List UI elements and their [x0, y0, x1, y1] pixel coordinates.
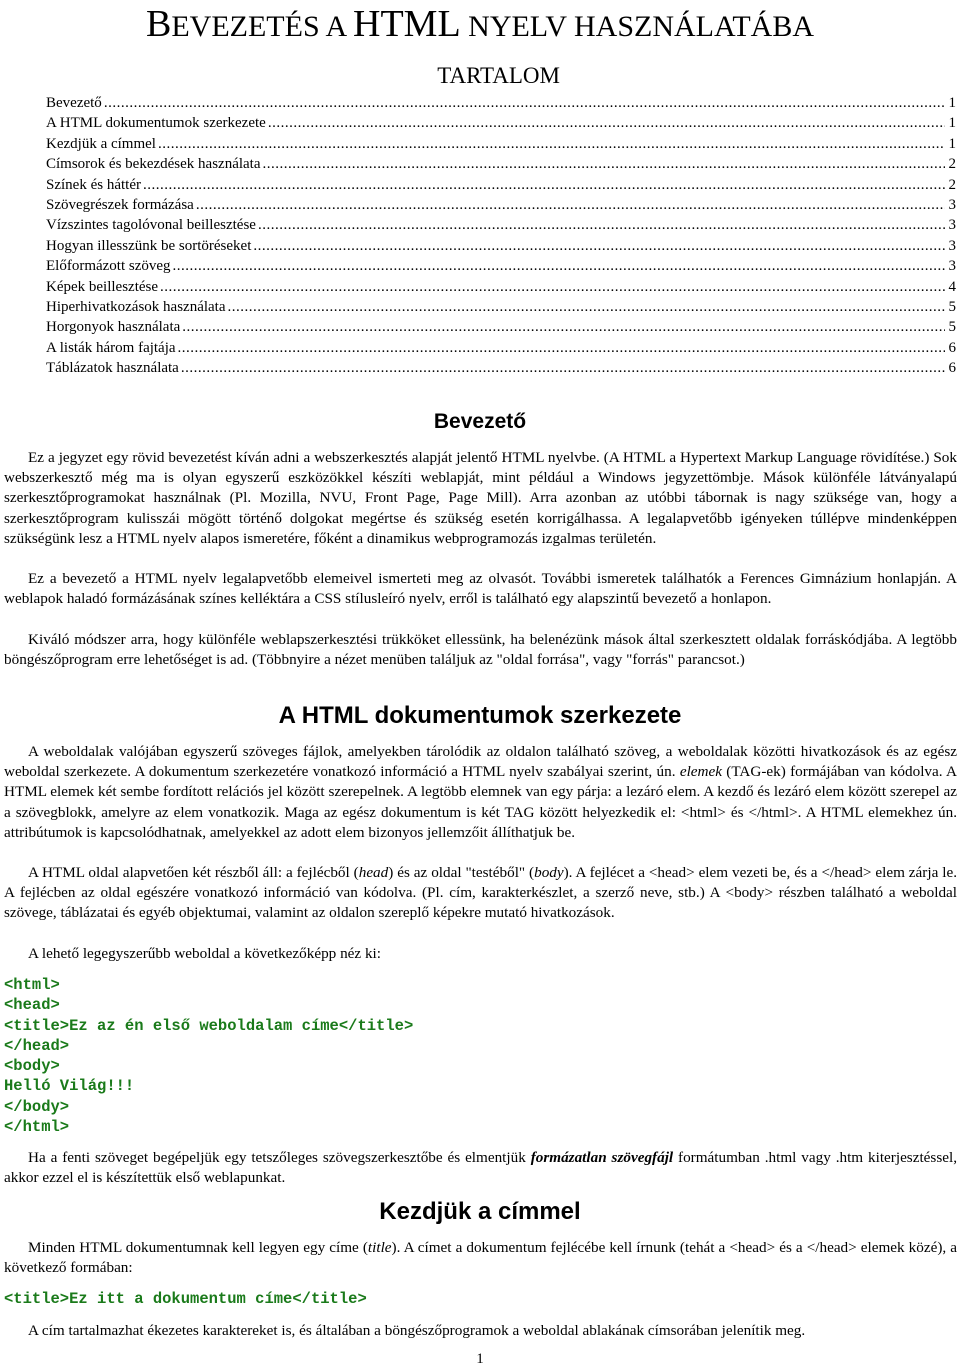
toc-entry-page: 3 — [948, 217, 956, 234]
toc-entry[interactable] — [46, 358, 956, 378]
toc-entry[interactable] — [46, 256, 956, 276]
toc-leader-dots — [228, 297, 945, 317]
title-html: HTML — [353, 3, 461, 45]
paragraph — [4, 863, 957, 924]
toc-entry-page: 5 — [948, 319, 956, 336]
toc-entry-label: Címsorok és bekezdések használata — [46, 156, 261, 173]
toc-entry-page: 1 — [948, 95, 956, 111]
toc-entry-label: Bevezető — [46, 95, 102, 111]
strong-emphasis: formázatlan szövegfájl — [530, 1149, 674, 1166]
paragraph: A lehető legegyszerűbb weboldal a következőképp néz ki: — [28, 945, 381, 962]
paragraph — [4, 1238, 957, 1278]
paragraph: Ez a jegyzet egy rövid bevezetést kíván adni a webszerkesztés alapját jelentő HTML nyelvbe. (A HTML a Hypertext Markup Language rövidítése.) Sok webszerkesztő még ma is olyan egyszerű eszközökkel készíti weblapját, mint például a Windows jegyzettömbje. Mások különféle látványalapú szerkesztőprogramokat használnak (Pl. Mozilla, NVU, Front Page, Page Mill). Arra azonban az utóbbi tábornak is nagy szüksége van, hogy a szerkesztőprogram kulisszái mögött történő dolgokat megértse és szükség esetén korrigálhassa. A legalapvetőbb igényeken túllépve mindenképpen szükségünk lesz a HTML nyelv alapos ismeretére, főként a dinamikus webprogramozás izgalmas területén. — [4, 449, 957, 547]
toc-entry-page: 3 — [948, 258, 956, 275]
toc-leader-dots — [253, 236, 944, 256]
toc-entry[interactable] — [46, 297, 956, 317]
text-run: ). A fejlécet a <head> elem vezeti be, és a </head> elem zárja le. A fejlécben az oldal egészére vonatkozó információ van kódolva. (Pl. cím, karakterkészlet, a szerző neve, stb.) A <body> részben található a weboldal szövege, táblázatai és egyéb objektumai, valamint az oldalon szereplő képekre mutató hivatkozások. — [4, 864, 957, 922]
toc-leader-dots — [196, 195, 945, 215]
toc-entry[interactable] — [46, 338, 956, 358]
toc-entry[interactable] — [46, 195, 956, 215]
paragraph: Kiváló módszer arra, hogy különféle weblapszerkesztési trükköket ellessünk, ha belenézünk mások által szerkesztett oldalak forráskódjába. A legtöbb böngészőprogram erre lehetőséget is ad. (Többnyire a nézet menüben találjuk az "oldal forrása", vagy "forrás" parancsot.) — [4, 631, 957, 669]
table-of-contents — [46, 93, 956, 378]
text-run: A HTML oldal alapvetően két részből áll: a fejlécből ( — [28, 864, 359, 881]
toc-entry-label: Képek beillesztése — [46, 278, 159, 295]
toc-leader-dots — [178, 338, 945, 358]
toc-leader-dots — [181, 358, 945, 378]
toc-entry-page: 6 — [948, 339, 956, 356]
toc-entry-page: 6 — [948, 360, 956, 377]
text-run: ) és az oldal "testéből" ( — [388, 864, 535, 881]
text-run: Ha a fenti szöveget begépeljük egy tetszőleges szövegszerkesztőbe és elmentjük — [28, 1149, 531, 1166]
section-heading-kezdjuk: Kezdjük a címmel — [379, 1198, 581, 1225]
toc-leader-dots — [104, 93, 945, 113]
paragraph: A cím tartalmazhat ékezetes karaktereket is, és általában a böngészőprogramok a weboldal ablakának címsorában jelenítik meg. — [28, 1322, 806, 1339]
toc-entry-page: 4 — [948, 278, 956, 295]
toc-entry[interactable] — [46, 93, 956, 113]
toc-entry-page: 1 — [948, 135, 956, 152]
toc-leader-dots — [173, 256, 945, 276]
toc-entry-label: Hiperhivatkozások használata — [46, 298, 226, 315]
toc-entry-label: Kezdjük a címmel — [46, 135, 156, 152]
toc-entry-page: 2 — [948, 156, 956, 173]
code-line: <title>Ez itt a dokumentum címe</title> — [4, 1290, 367, 1308]
toc-entry[interactable] — [46, 277, 956, 297]
toc-entry[interactable] — [46, 317, 956, 337]
document-title — [0, 2, 960, 46]
toc-entry-page: 3 — [948, 196, 956, 213]
toc-entry-label: Előformázott szöveg — [46, 258, 171, 275]
toc-entry-label: Szövegrészek formázása — [46, 196, 194, 213]
emphasis: title — [367, 1239, 392, 1256]
text-run: (TAG-ek) formájában van kódolva. A HTML elemek két sembe fordított relációs jel között szerepelnek. A legtöbb elemnek van egy párja: a lezáró elem. A kezdő és lezáró elem között szerepel az a szövegblokk, amelyre az elem vonatkozik. Maga az egész dokumentum is két TAG között helyezkedik el: <html> és </html>. A HTML elemekhez ún. attribútumok is kapcsolódhatnak, amelyekkel az adott elem bizonyos jellemzőit állíthatjuk be. — [4, 763, 957, 841]
toc-entry-label: Vízszintes tagolóvonal beillesztése — [46, 217, 256, 234]
text-run: ). A címet a dokumentum fejlécébe kell írnunk (tehát a <head> és a </head> elemek közé), a következő formában: — [4, 1239, 957, 1277]
toc-entry-label: Színek és háttér — [46, 176, 141, 193]
toc-heading: TARTALOM — [437, 63, 560, 88]
toc-entry[interactable] — [46, 154, 956, 174]
title-initial: B — [145, 3, 172, 45]
paragraph — [4, 1148, 957, 1188]
emphasis: elemek — [679, 763, 722, 781]
toc-entry-page: 1 — [948, 115, 956, 132]
section-heading-bevezeto: Bevezető — [433, 410, 527, 433]
page-number: 1 — [476, 1351, 484, 1367]
toc-entry-label: A HTML dokumentumok szerkezete — [46, 115, 266, 132]
title-part-2: NYELV HASZNÁLATÁBA — [460, 10, 815, 43]
paragraph: Ez a bevezető a HTML nyelv legalapvetőbb elemeivel ismerteti meg az olvasót. További ismeretek találhatók a Ferences Gimnázium honlapján. A weblapok haladó formázásának színes kelléktára a CSS stílusleíró nyelv, erről is található egy alapszintű bevezető a honlapon. — [4, 570, 957, 608]
text-run: A weboldalak valójában egyszerű szöveges fájlok, amelyekben tárolódik az oldalon található szöveg, a weboldalak közötti hivatkozások és az egész weboldal szerkezete. A dokumentum szerkezetére vonatkozó információ a HTML nyelv szabályai szerint, ún. — [4, 743, 957, 781]
toc-entry-label: Horgonyok használata — [46, 319, 181, 336]
code-block: <html> <head> <title>Ez az én első weboldalam címe</title> </head> <body> Helló Világ!!! </body> </html> — [4, 976, 414, 1137]
toc-entry[interactable] — [46, 175, 956, 195]
toc-entry[interactable] — [46, 215, 956, 235]
toc-entry[interactable] — [46, 236, 956, 256]
emphasis: head — [358, 864, 389, 881]
toc-entry-page: 3 — [948, 237, 956, 254]
toc-leader-dots — [160, 277, 944, 297]
toc-leader-dots — [143, 175, 945, 195]
emphasis: body — [534, 864, 564, 881]
toc-entry-label: Táblázatok használata — [46, 360, 179, 377]
toc-entry[interactable] — [46, 113, 956, 133]
toc-leader-dots — [263, 154, 945, 174]
title-part-1: EVEZETÉS A — [171, 10, 353, 43]
toc-leader-dots — [158, 134, 945, 154]
toc-entry-page: 5 — [948, 298, 956, 315]
toc-leader-dots — [258, 215, 945, 235]
paragraph — [4, 742, 957, 843]
section-heading-html-structure: A HTML dokumentumok szerkezete — [278, 702, 682, 729]
text-run: formátumban .html vagy .htm kiterjesztéssel, akkor ezzel el is készítettük első weblapunkat. — [4, 1149, 958, 1187]
toc-entry-label: Hogyan illesszünk be sortöréseket — [46, 237, 252, 254]
toc-leader-dots — [268, 113, 945, 133]
toc-entry-page: 2 — [948, 176, 956, 193]
toc-entry-label: A listák három fajtája — [46, 339, 176, 356]
text-run: Minden HTML dokumentumnak kell legyen egy címe ( — [28, 1239, 368, 1256]
toc-entry[interactable] — [46, 134, 956, 154]
toc-leader-dots — [182, 317, 944, 337]
